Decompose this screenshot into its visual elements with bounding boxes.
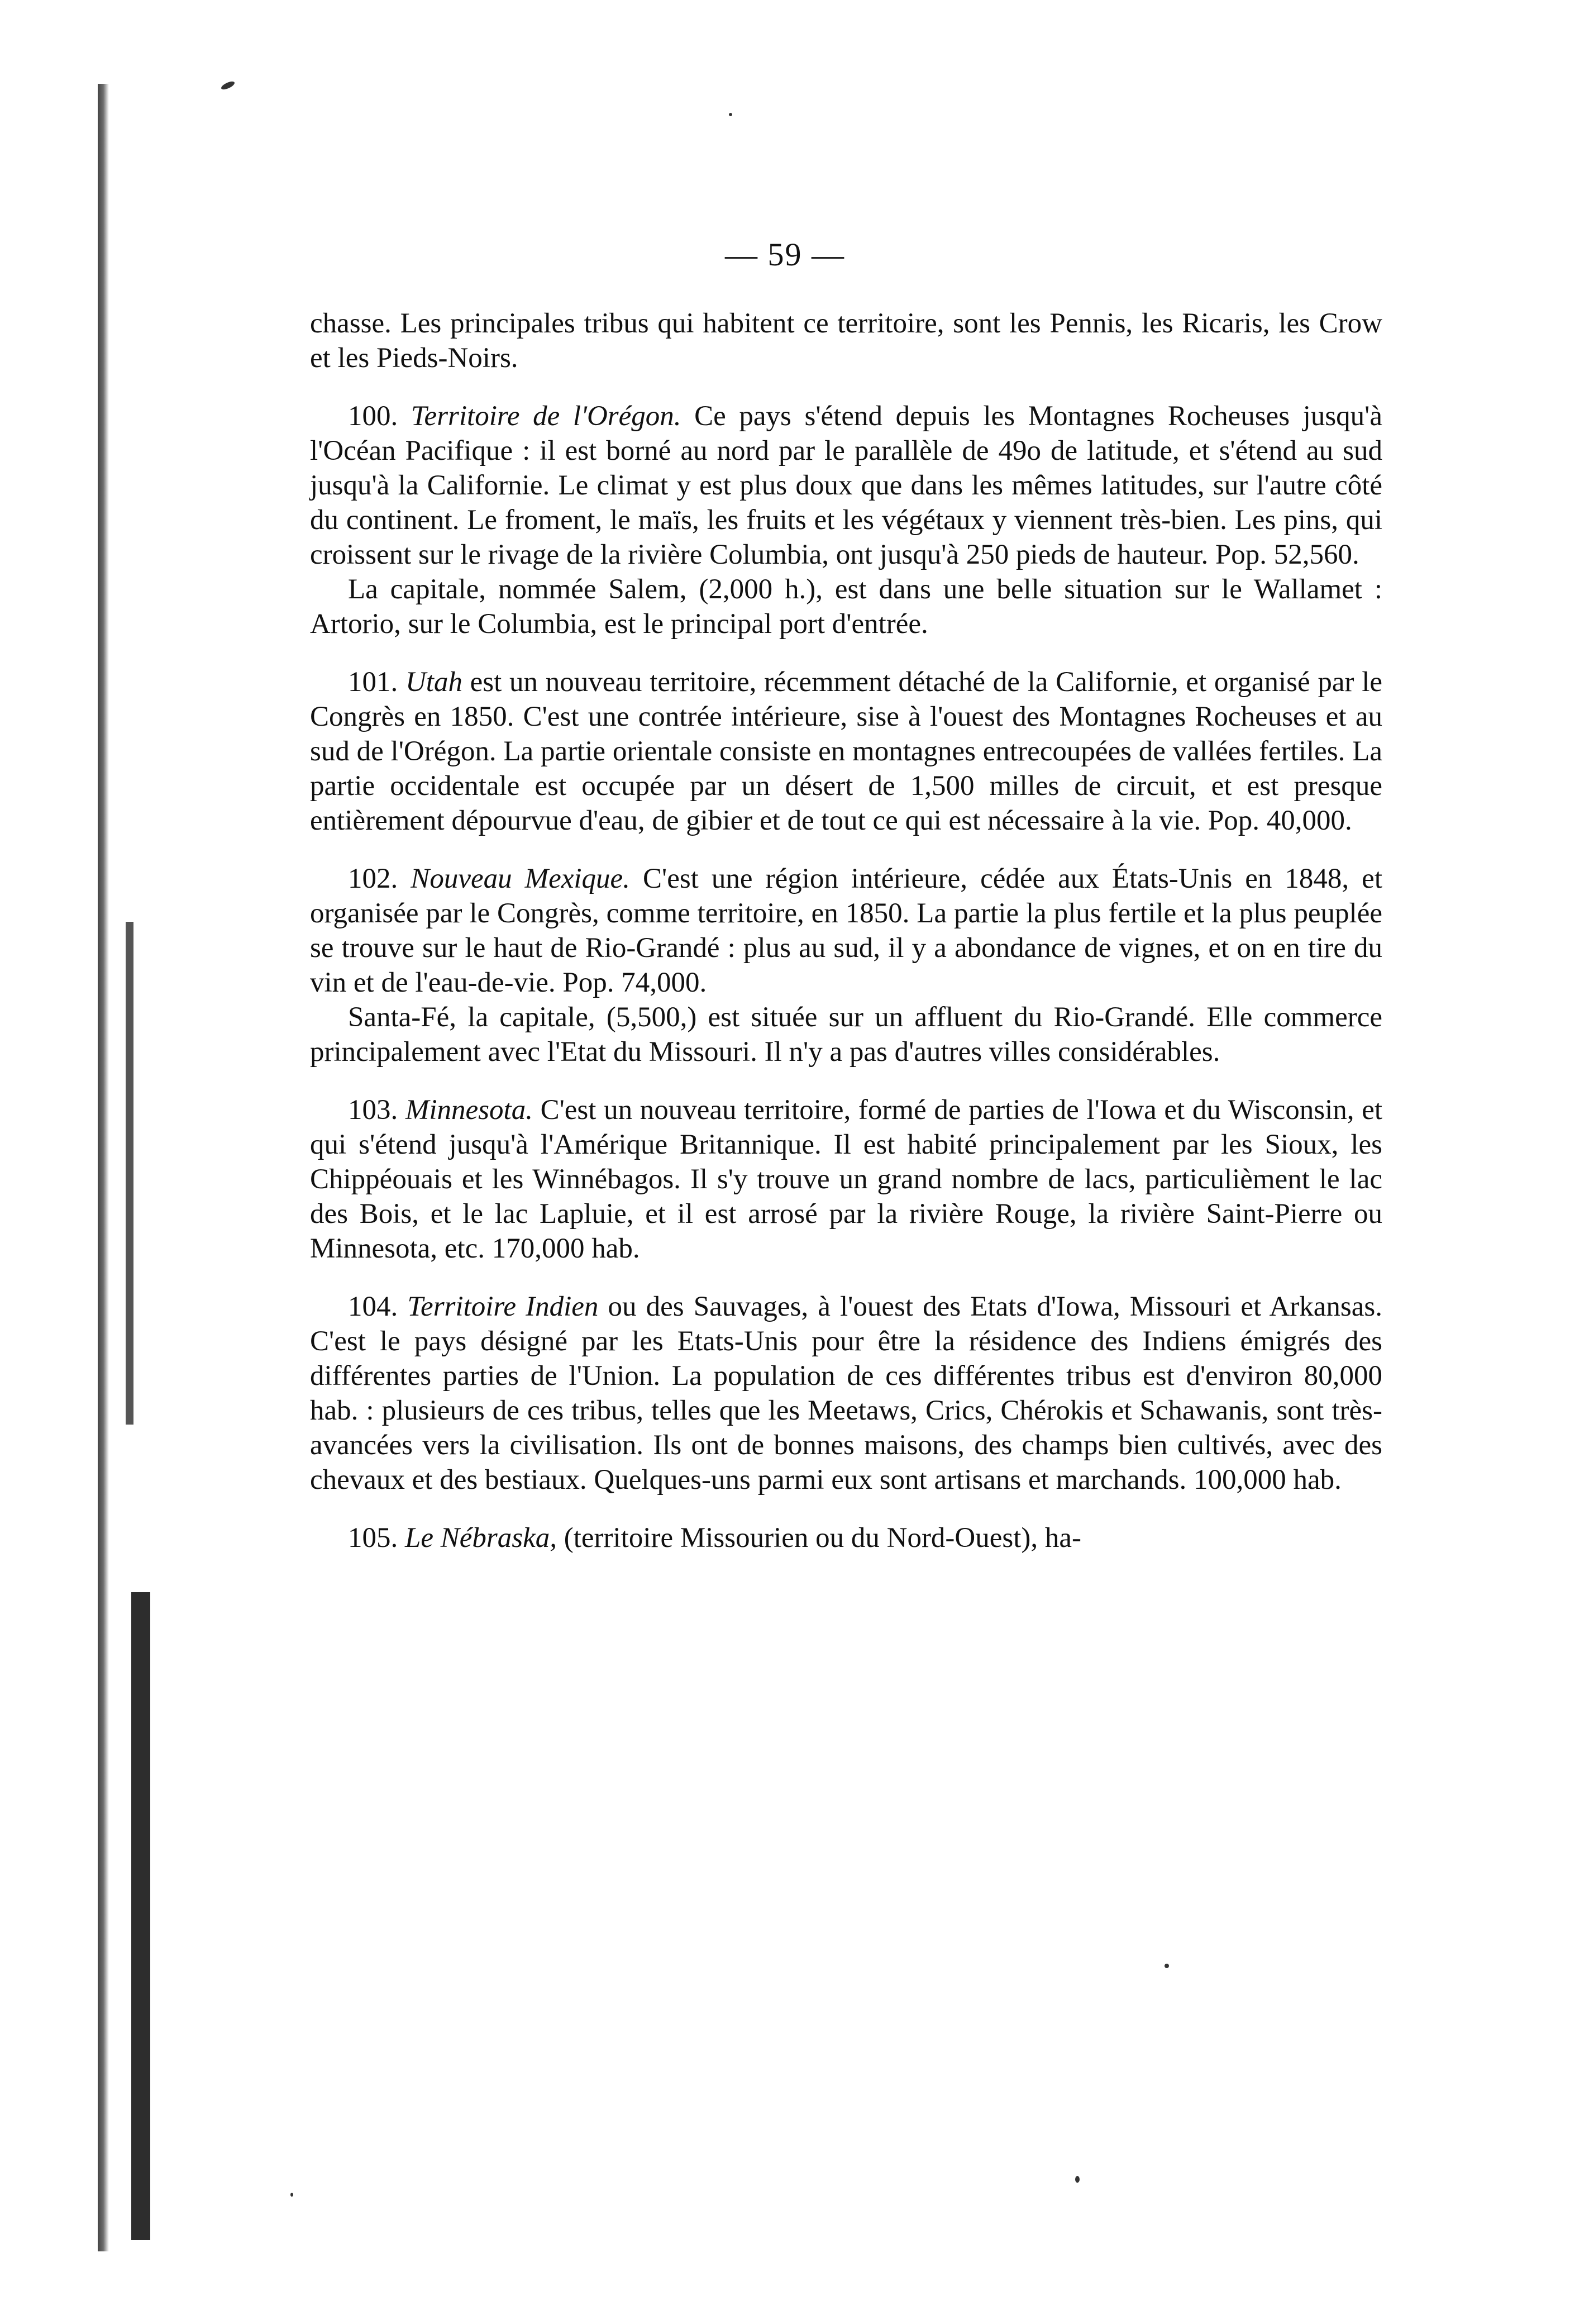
paragraph-oregon xyxy=(310,399,1382,572)
paragraph-text: C'est une région intérieure, cédée aux États-Unis en 1848, et organisée par le Congrès, comme territoire, en 1850. La partie la plus fertile et la plus peuplée se trouve sur le haut de Rio-Grandé : plus au sud, il y a abondance de vignes, et on en tire du vin et de l'eau-de-vie. Pop. 74,000. xyxy=(310,863,1382,998)
section-number: 104. xyxy=(348,1291,398,1322)
section-number: 103. xyxy=(348,1094,398,1126)
section-title: Territoire de l'Orégon. xyxy=(411,401,681,432)
section-number: 105. xyxy=(348,1522,398,1554)
scan-speck xyxy=(1075,2176,1080,2183)
scan-speck xyxy=(290,2193,293,2197)
paragraph-text: La capitale, nommée Salem, (2,000 h.), est dans une belle situation sur le Wallamet : Artorio, sur le Columbia, est le principal port d'entrée. xyxy=(310,574,1382,640)
section-number: 102. xyxy=(348,863,398,894)
paragraph-text: ou des Sauvages, à l'ouest des Etats d'Iowa, Missouri et Arkansas. C'est le pays désigné par les Etats-Unis pour être la résidence des Indiens émigrés des différentes parties de l'Union. La population de ces différentes tribus est d'environ 80,000 hab. : plusieurs de ces tribus, telles que les Meetaws, Crics, Chérokis et Schawanis, sont très-avancées vers la civilisation. Ils ont de bonnes maisons, des champs bien cultivés, avec des chevaux et des bestiaux. Quelques-uns parmi eux sont artisans et marchands. 100,000 hab. xyxy=(310,1291,1383,1496)
paragraph-minnesota xyxy=(310,1093,1382,1266)
paragraph-text: est un nouveau territoire, récemment détaché de la Californie, et organisé par le Congrès en 1850. C'est une contrée intérieure, sise à l'ouest des Montagnes Rocheuses et au sud de l'Orégon. La partie orientale consiste en montagnes entrecoupées de vallées fertiles. La partie occidentale est occupée par un désert de 1,500 milles de circuit, et est presque entièrement dépourvue d'eau, de gibier et de tout ce qui est nécessaire à la vie. Pop. 40,000. xyxy=(310,666,1383,836)
paragraph-continuation xyxy=(310,306,1382,375)
paragraph-nouveau-mexique xyxy=(310,861,1382,1000)
paragraph-santa-fe xyxy=(310,1000,1382,1069)
scan-speck xyxy=(729,113,732,116)
paragraph-text: C'est un nouveau territoire, formé de parties de l'Iowa et du Wisconsin, et qui s'étend jusqu'à l'Amérique Britannique. Il est habité principalement par les Sioux, les Chippéouais et les Winnébagos. Il s'y trouve un grand nombre de lacs, particulièment le lac des Bois, et le lac Lapluie, et il est arrosé par la rivière Rouge, la rivière Saint-Pierre ou Minnesota, etc. 170,000 hab. xyxy=(310,1094,1383,1264)
body-text xyxy=(310,306,1382,1555)
section-number: 100. xyxy=(348,401,398,432)
scan-speck xyxy=(1165,1964,1169,1968)
binding-edge-shadow xyxy=(131,1592,150,2240)
section-title: Le Nébraska, xyxy=(405,1522,557,1554)
paragraph-text: Ce pays s'étend depuis les Montagnes Rocheuses jusqu'à l'Océan Pacifique : il est borné au nord par le parallèle de 49o de latitude, et s'étend au sud jusqu'à la Californie. Le climat y est plus doux que dans les mêmes latitudes, sur l'autre côté du continent. Le froment, le maïs, les fruits et les végétaux y viennent très-bien. Les pins, qui croissent sur le rivage de la rivière Columbia, ont jusqu'à 250 pieds de hauteur. Pop. 52,560. xyxy=(310,401,1382,570)
paragraph-oregon-capital xyxy=(310,572,1382,641)
paragraph-text: chasse. Les principales tribus qui habitent ce territoire, sont les Pennis, les Ricaris, les Crow et les Pieds-Noirs. xyxy=(310,308,1382,374)
section-title: Territoire Indien xyxy=(407,1291,599,1322)
paragraph-nebraska xyxy=(310,1521,1382,1555)
scan-speck xyxy=(220,80,236,91)
section-title: Minnesota. xyxy=(405,1094,533,1126)
paragraph-text: (territoire Missourien ou du Nord-Ouest), ha- xyxy=(556,1522,1082,1554)
section-title: Utah xyxy=(405,666,462,698)
section-number: 101. xyxy=(348,666,398,698)
binding-edge-shadow xyxy=(126,922,133,1425)
paragraph-text: Santa-Fé, la capitale, (5,500,) est située sur un affluent du Rio-Grandé. Elle commerce principalement avec l'Etat du Missouri. Il n'y a pas d'autres villes considérables. xyxy=(310,1002,1382,1068)
binding-edge-shadow xyxy=(98,84,109,2251)
paragraph-utah xyxy=(310,665,1382,838)
section-title: Nouveau Mexique. xyxy=(411,863,630,894)
page-number: — 59 — xyxy=(725,236,845,273)
paragraph-territoire-indien xyxy=(310,1289,1382,1497)
